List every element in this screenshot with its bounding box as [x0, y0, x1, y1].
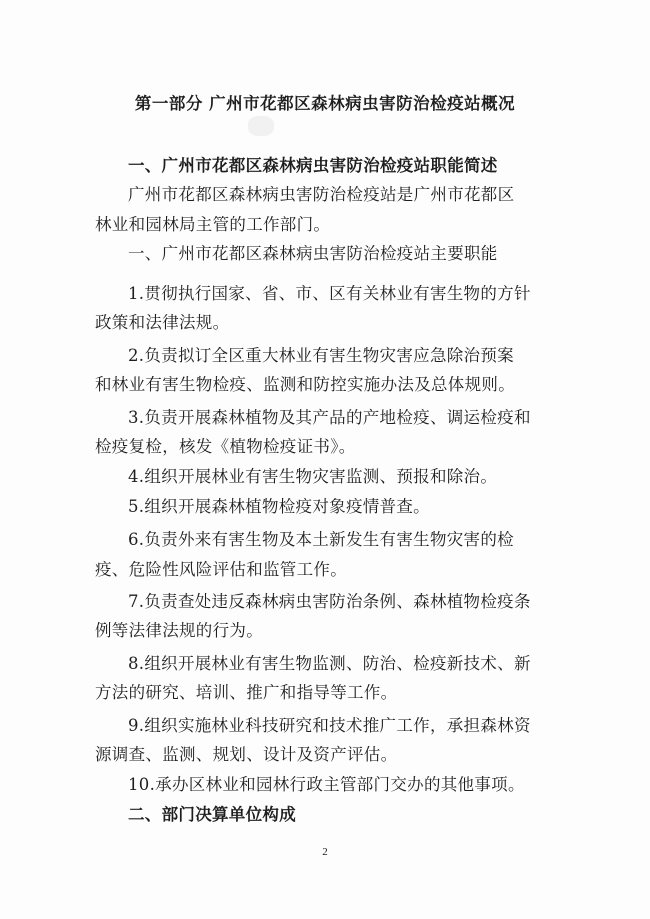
- duty-5-line-1: 5.组织开展森林植物检疫对象疫情普查。: [128, 497, 430, 516]
- duty-2-line-1: 2.负责拟订全区重大林业有害生物灾害应急除治预案: [128, 346, 514, 365]
- section2-heading: 二、部门决算单位构成: [128, 805, 296, 824]
- duty-8-line-1: 8.组织开展林业有害生物监测、防治、检疫新技术、新: [128, 654, 531, 673]
- duty-8-line-2: 方法的研究、培训、推广和指导等工作。: [95, 683, 398, 702]
- duty-7-line-2: 例等法律法规的行为。: [95, 621, 263, 640]
- section1-subheading: 一、广州市花都区森林病虫害防治检疫站主要职能: [128, 244, 498, 263]
- duty-7-line-1: 7.负责查处违反森林病虫害防治条例、森林植物检疫条: [128, 592, 531, 611]
- duty-1-line-1: 1.贯彻执行国家、省、市、区有关林业有害生物的方针: [128, 284, 531, 303]
- duty-9-line-2: 源调查、监测、规划、设计及资产评估。: [95, 745, 398, 764]
- duty-10-line-1: 10.承办区林业和园林行政主管部门交办的其他事项。: [128, 775, 525, 794]
- duty-2-line-2: 和林业有害生物检疫、监测和防控实施办法及总体规则。: [95, 375, 515, 394]
- duty-3-line-2: 检疫复检，核发《植物检疫证书》。: [95, 437, 356, 456]
- duty-6-line-2: 疫、危险性风险评估和监管工作。: [95, 560, 347, 579]
- page-number: 2: [322, 846, 328, 858]
- duty-6-line-1: 6.负责外来有害生物及本土新发生有害生物灾害的检: [128, 530, 514, 549]
- section1-heading: 一、广州市花都区森林病虫害防治检疫站职能简述: [128, 156, 498, 175]
- duty-9-line-1: 9.组织实施林业科技研究和技术推广工作，承担森林资: [128, 716, 531, 735]
- duty-1-line-2: 政策和法律法规。: [95, 313, 230, 332]
- duty-3-line-1: 3.负责开展森林植物及其产品的产地检疫、调运检疫和: [128, 408, 531, 427]
- intro-line-1: 广州市花都区森林病虫害防治检疫站是广州市花都区: [128, 185, 515, 204]
- faint-stamp-mark: [248, 116, 274, 136]
- page-title: 第一部分 广州市花都区森林病虫害防治检疫站概况: [134, 94, 516, 113]
- intro-line-2: 林业和园林局主管的工作部门。: [95, 215, 331, 234]
- duty-4-line-1: 4.组织开展林业有害生物灾害监测、预报和除治。: [128, 467, 498, 486]
